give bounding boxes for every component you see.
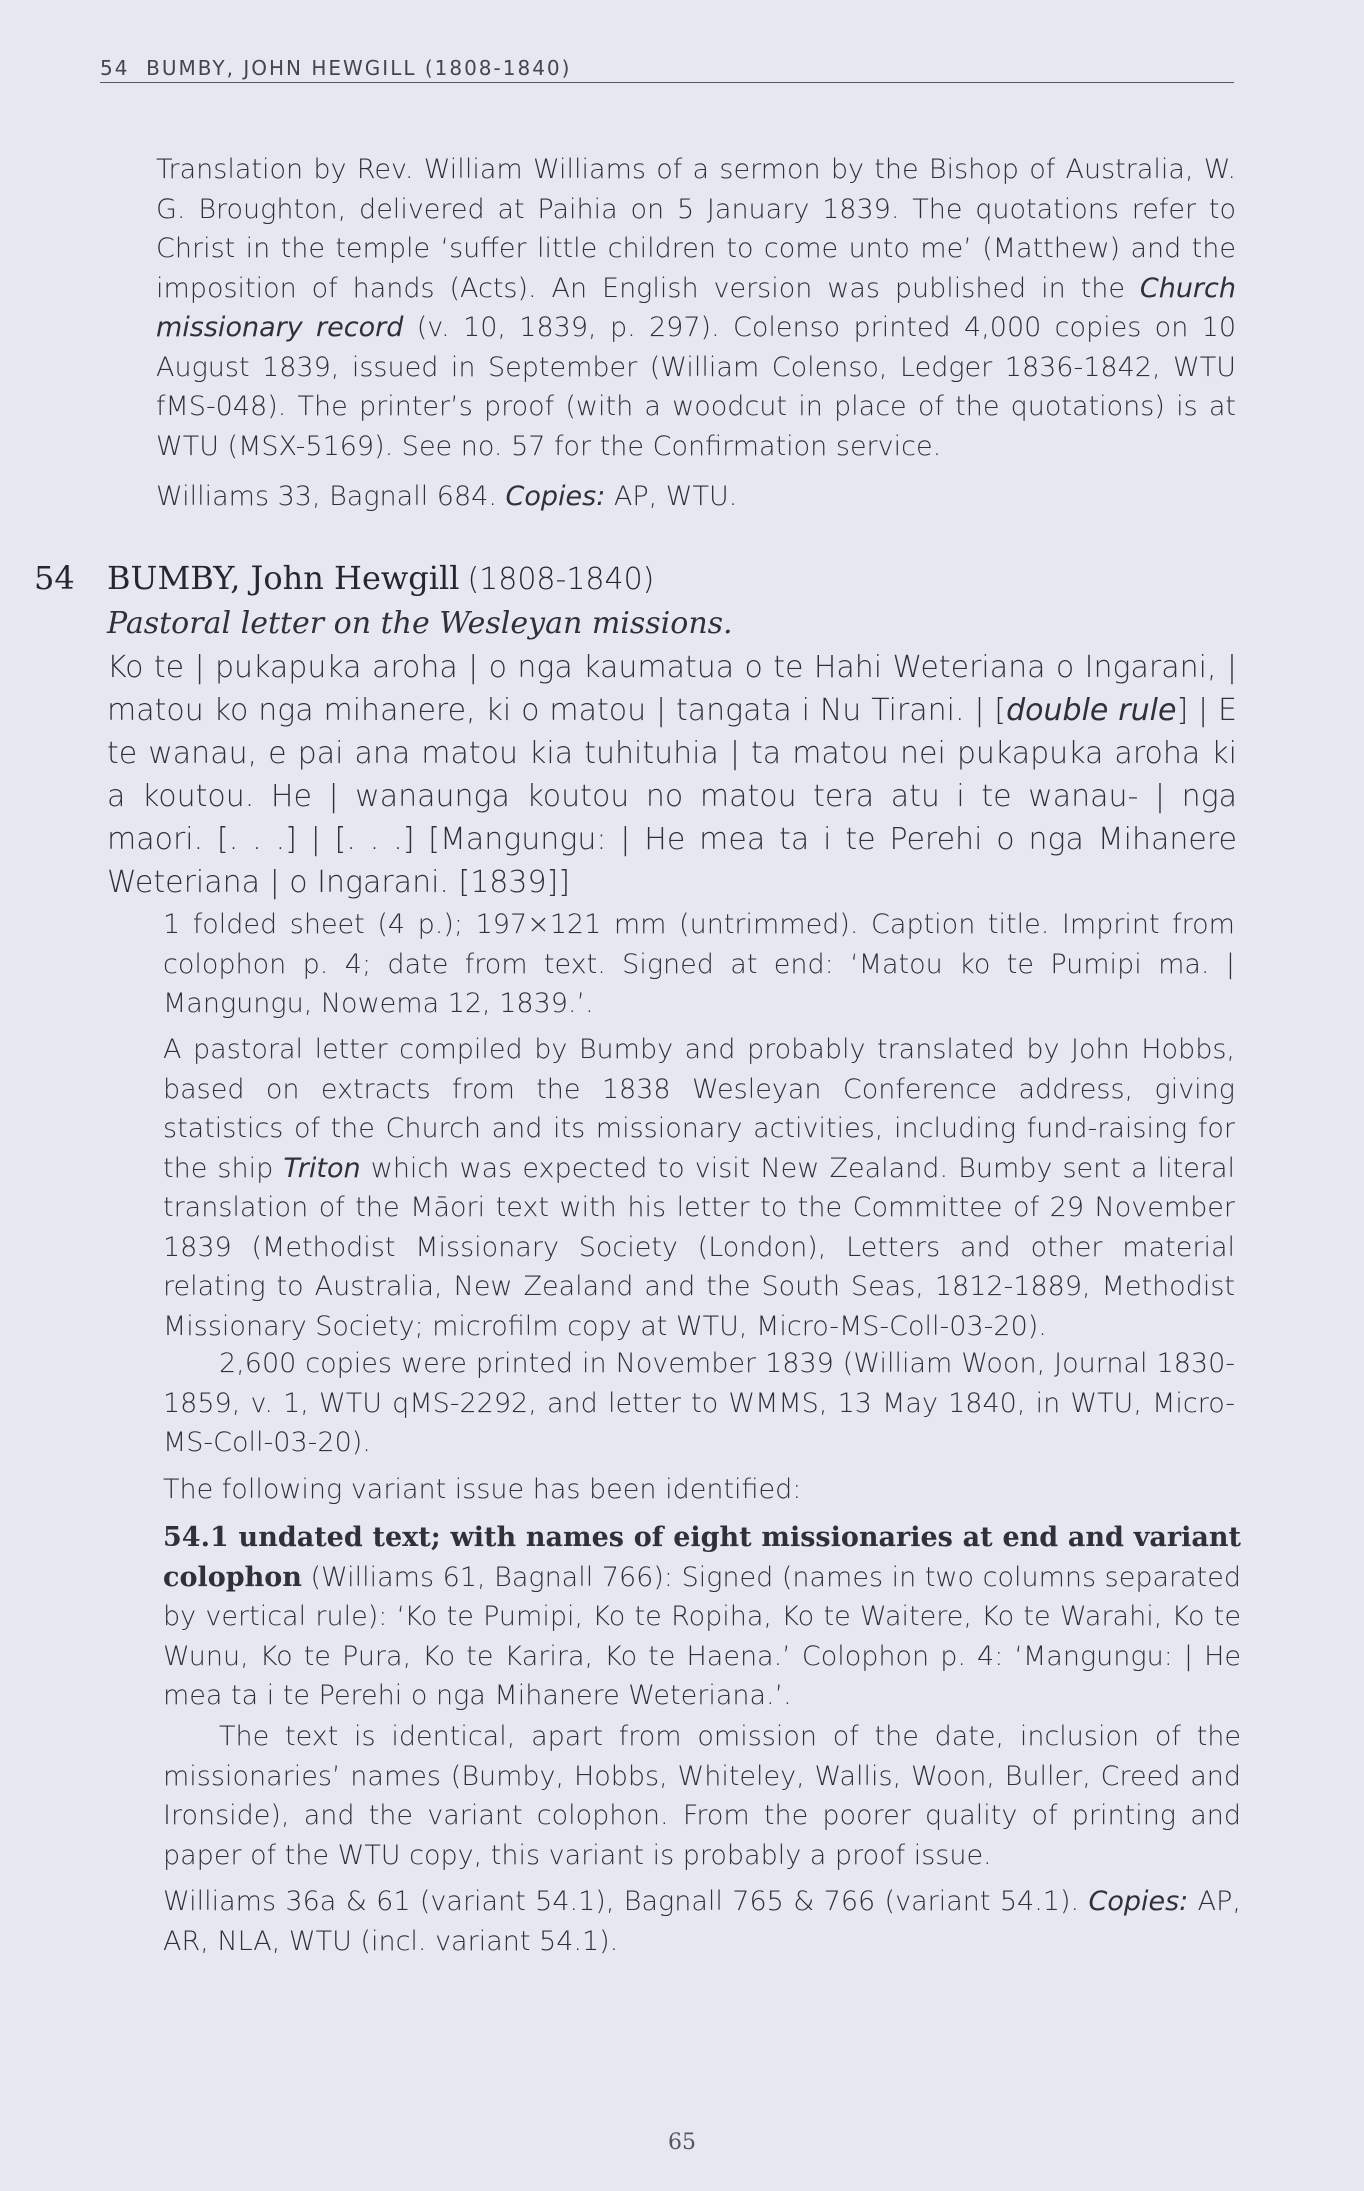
entry-printing-note: 2,600 copies were printed in November 1839 (William Woon, Journal 1830-1859, v. 1, WTU qMS-2292, and letter to WMMS, 13 May 1840, in WTU, Micro-MS-Coll-03-20). — [163, 1348, 1235, 1458]
entry-number: 54 — [34, 559, 75, 597]
intro-text-part1: Translation by Rev. William Williams of a sermon by the Bishop of Australia, W. G. Broughton, delivered at Paihia on 5 January 1839. The quotations refer to Christ in the temple ‘suffer little children to come unto me’ (Matthew) and the imposition of hands (Acts). An English version was published in the — [156, 154, 1236, 304]
entry-title: Pastoral letter on the Wesleyan missions. — [107, 606, 733, 641]
entry-heading — [107, 559, 654, 597]
transcription-part2: ] | E te wanau, e pai ana matou kia tuhituhia | ta matou nei pukapuka aroha ki a koutou. He | wanaunga koutou no matou tera atu i te wanau- | nga maori. [. . .] | [. . .] [Mangungu: | He mea ta i te Perehi o nga Mihanere Weteriana | o Ingarani. [1839]] — [107, 693, 1238, 900]
variant-intro: The following variant issue has been identified: — [163, 1474, 802, 1505]
variant-label: 54.1 undated text; with names of eight missionaries at end and variant colophon — [163, 1522, 1241, 1593]
note1-part1: A pastoral letter compiled by Bumby and probably translated by John Hobbs, based on extracts from the 1838 Wesleyan Conference address, giving statistics of the Church and its missionary activities, including fund-raising for the ship — [163, 1034, 1235, 1184]
entry-copies-value: AP, AR, NLA, WTU (incl. variant 54.1). — [163, 1886, 1242, 1957]
entry-dates: (1808-1840) — [467, 562, 655, 597]
entry-author: BUMBY, John Hewgill — [107, 559, 460, 597]
entry-copies-label: Copies: — [1088, 1886, 1189, 1917]
running-head-title: BUMBY, JOHN HEWGILL (1808-1840) — [146, 56, 572, 80]
note1-italic: Triton — [283, 1152, 361, 1184]
variant-note: The text is identical, apart from omission of the date, inclusion of the missionaries’ names (Bumby, Hobbs, Whiteley, Wallis, Woon, Buller, Creed and Ironside), and the variant colophon. From the poorer quality of printing and paper of the WTU copy, this variant is probably a proof issue. — [163, 1721, 1241, 1871]
previous-entry-note — [156, 150, 1236, 466]
folio-number: 65 — [668, 2130, 696, 2155]
running-head-rule — [100, 82, 1234, 83]
intro-text-part2: (v. 10, 1839, p. 297). Colenso printed 4,000 copies on 10 August 1839, issued in September (William Colenso, Ledger 1836-1842, WTU fMS-048). The printer’s proof (with a woodcut in place of the quotations) is at WTU (MSX-5169). See no. 57 for the Confirmation service. — [156, 312, 1237, 462]
entry-note — [163, 1030, 1235, 1346]
intro-ref-text: Williams 33, Bagnall 684. — [156, 481, 506, 512]
entry-ref-text: Williams 36a & 61 (variant 54.1), Bagnall 765 & 766 (variant 54.1). — [163, 1886, 1089, 1917]
entry-collation: 1 folded sheet (4 p.); 197×121 mm (untrimmed). Caption title. Imprint from colophon p. 4; date from text. Signed at end: ‘Matou ko te Pumipi ma. | Mangungu, Nowema 12, 1839.’. — [163, 909, 1235, 1019]
transcription-part1: Ko te | pukapuka aroha | o nga kaumatua o te Hahi Weteriana o Ingarani, | matou ko nga mihanere, ki o matou | tangata i Nu Tirani. | [ — [107, 650, 1237, 728]
variant-description — [163, 1518, 1241, 1716]
running-head — [100, 56, 571, 80]
intro-copies-label: Copies: — [505, 481, 606, 512]
intro-italic-title: Church missionary record — [156, 272, 1236, 343]
note1-part2: which was expected to visit New Zealand. Bumby sent a literal translation of the Māori text with his letter to the Committee of 29 November 1839 (Methodist Missionary Society (London), Letters and other material relating to Australia, New Zealand and the South Seas, 1812-1889, Methodist Missionary Society; microfilm copy at WTU, Micro-MS-Coll-03-20). — [163, 1152, 1236, 1342]
transcription-italic: double rule — [1006, 693, 1177, 728]
variant-text: (Williams 61, Bagnall 766): Signed (names in two columns separated by vertical rule): ‘Ko te Pumipi, Ko te Ropiha, Ko te Waitere, Ko te Warahi, Ko te Wunu, Ko te Pura, Ko te Karira, Ko te Haena.’ Colophon p. 4: ‘Mangungu: | He mea ta i te Perehi o nga Mihanere Weteriana.’. — [163, 1561, 1241, 1711]
intro-copies-value: AP, WTU. — [605, 481, 738, 512]
running-head-page-number: 54 — [100, 56, 130, 80]
entry-transcription — [107, 646, 1237, 904]
entry-references — [163, 1882, 1241, 1961]
previous-entry-references — [156, 477, 1236, 517]
